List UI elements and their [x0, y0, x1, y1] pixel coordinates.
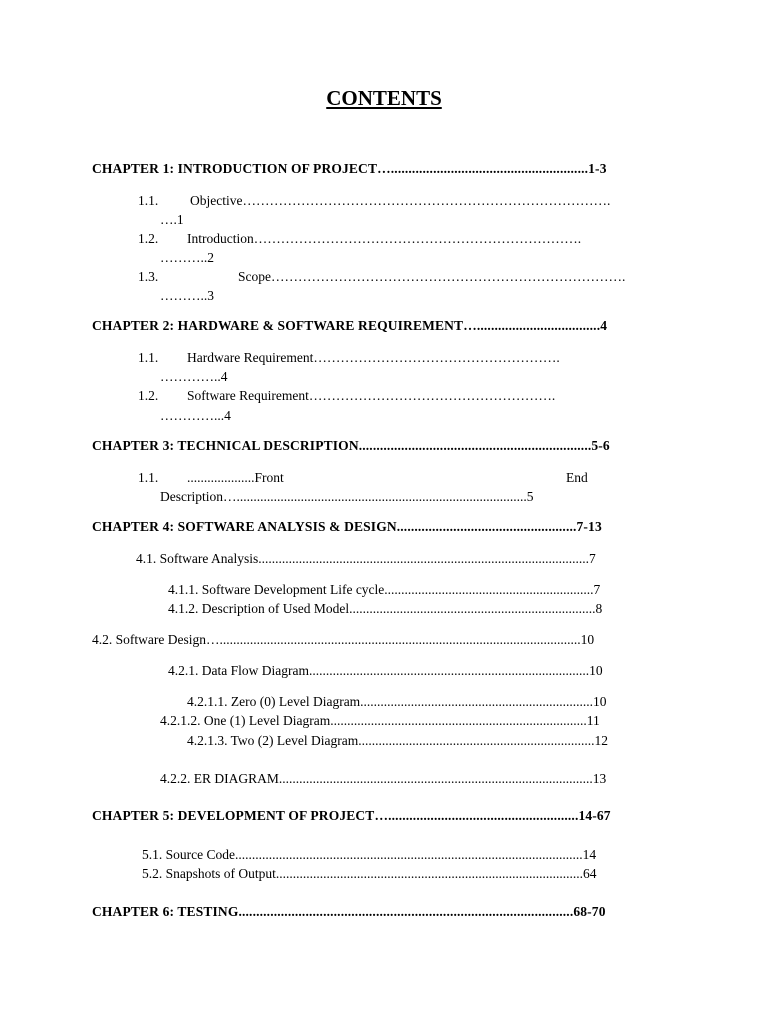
- toc-section-4-2-1-2: 4.2.1.2. One (1) Level Diagram............................................................................11: [160, 713, 600, 728]
- toc-entry-dots: ……………………………………………….: [308, 388, 556, 403]
- toc-entry-label: Front: [254, 470, 284, 485]
- toc-entry-continuation: ………..3: [160, 288, 214, 303]
- toc-entry-continuation: Description…......................................................................................5: [160, 489, 534, 504]
- toc-entry: [187, 470, 284, 486]
- toc-entry-label: Introduction: [187, 231, 254, 246]
- toc-entry-dots: ……………………………………………………………….: [253, 231, 582, 246]
- chapter-4-heading: CHAPTER 4: SOFTWARE ANALYSIS & DESIGN...................................................7-13: [92, 519, 602, 534]
- toc-entry-label: Objective: [190, 193, 243, 208]
- toc-entry-number: 1.1.: [138, 350, 159, 365]
- toc-entry: [238, 269, 625, 285]
- toc-entry: [187, 388, 555, 404]
- toc-entry-dots: ....................: [187, 470, 255, 485]
- toc-entry-dots: ……………………………………………….: [313, 350, 560, 365]
- toc-section-4-2-1-1: 4.2.1.1. Zero (0) Level Diagram.....................................................................10: [187, 694, 607, 709]
- toc-section-4-2-1-3: 4.2.1.3. Two (2) Level Diagram......................................................................12: [187, 733, 609, 748]
- toc-section-4-1-2: 4.1.2. Description of Used Model.........................................................................8: [168, 601, 603, 616]
- toc-section-5-2: 5.2. Snapshots of Output...........................................................................................64: [142, 866, 597, 881]
- toc-entry: [187, 350, 560, 366]
- toc-entry-continuation: …………...4: [160, 408, 231, 423]
- toc-entry-number: 1.2.: [138, 231, 159, 246]
- chapter-5-heading: CHAPTER 5: DEVELOPMENT OF PROJECT…......................................................14-67: [92, 808, 611, 823]
- toc-entry-number: 1.3.: [138, 269, 159, 284]
- toc-entry-label: Hardware Requirement: [187, 350, 314, 365]
- chapter-2-heading: CHAPTER 2: HARDWARE & SOFTWARE REQUIREMENT…...................................4: [92, 318, 608, 333]
- toc-entry-continuation: …………..4: [160, 369, 228, 384]
- chapter-1-heading: CHAPTER 1: INTRODUCTION OF PROJECT…........................................................1-3: [92, 161, 607, 176]
- toc-entry-number: 1.2.: [138, 388, 159, 403]
- toc-entry: [190, 193, 610, 209]
- chapter-6-heading: CHAPTER 6: TESTING...............................................................................................68-70: [92, 904, 606, 919]
- toc-entry: [187, 231, 581, 247]
- toc-section-5-1: 5.1. Source Code.......................................................................................................14: [142, 847, 597, 862]
- toc-entry-number: 1.1.: [138, 470, 159, 485]
- toc-entry-dots: ……………………………………………………………………….: [242, 193, 611, 208]
- toc-entry-label-end: End: [566, 470, 588, 485]
- page-title: CONTENTS: [326, 86, 442, 110]
- toc-entry-dots: …………………………………………………………………….: [271, 269, 626, 284]
- toc-entry-continuation: ….1: [160, 212, 184, 227]
- toc-entry-number: 1.1.: [138, 193, 159, 208]
- toc-section-4-2-1: 4.2.1. Data Flow Diagram...................................................................................10: [168, 663, 603, 678]
- toc-section-4-1-1: 4.1.1. Software Development Life cycle..............................................................7: [168, 582, 601, 597]
- toc-section-4-2-2: 4.2.2. ER DIAGRAM.............................................................................................13: [160, 771, 607, 786]
- toc-entry-label: Scope: [238, 269, 271, 284]
- toc-section-4-1: 4.1. Software Analysis..................................................................................................7: [136, 551, 596, 566]
- toc-entry-label: Software Requirement: [187, 388, 309, 403]
- chapter-3-heading: CHAPTER 3: TECHNICAL DESCRIPTION..................................................................5-6: [92, 438, 610, 453]
- toc-section-4-2: 4.2. Software Design…...........................................................................................................10: [92, 632, 595, 647]
- toc-entry-continuation: ………..2: [160, 250, 214, 265]
